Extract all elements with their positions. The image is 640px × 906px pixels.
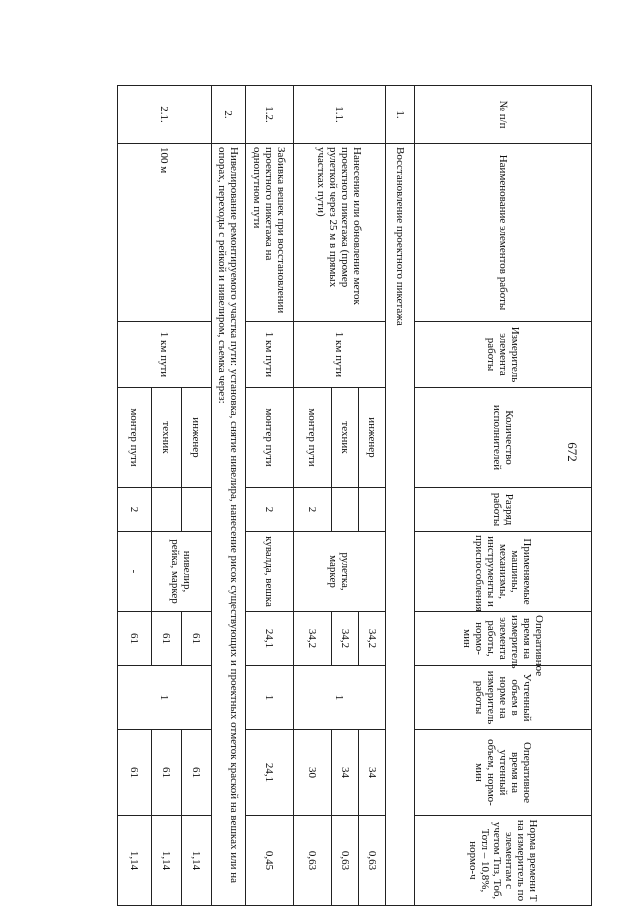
cell-op-time-volume: 34	[332, 730, 359, 816]
cell-name: Нанесение или обновление меток проектного пикетажа (промер рулеткой через 25 м в прямых участках пути)	[294, 144, 386, 322]
cell-grade	[152, 488, 182, 532]
cell-worker: инженер	[359, 388, 386, 488]
header-no: № п/п	[415, 86, 592, 144]
cell-worker: техник	[152, 388, 182, 488]
header-op-time-volume: Оперативное время на учтенный объем, нормо-мин	[415, 730, 592, 816]
cell-no: 1.	[386, 86, 415, 144]
cell-grade	[332, 488, 359, 532]
cell-norm: 0,63	[359, 816, 386, 906]
cell-worker: монтер пути	[246, 388, 294, 488]
cell-name: Забивка вешек при восстановлении проектного пикетажа на однопутном пути	[246, 144, 294, 322]
cell-worker: техник	[332, 388, 359, 488]
cell-grade: 2	[246, 488, 294, 532]
cell-grade: 2	[118, 488, 152, 532]
table-row	[246, 86, 294, 906]
cell-tools: рулетка, маркер	[294, 532, 386, 612]
cell-norm: 0,63	[294, 816, 332, 906]
header-unit: Измеритель элемента работы	[415, 322, 592, 388]
section-title: Восстановление проектного пикетажа	[386, 144, 415, 906]
header-tools: Применяемые машины, механизмы, инструменты и приспособления	[415, 532, 592, 612]
cell-op-time-volume: 24,1	[246, 730, 294, 816]
table-row	[182, 86, 212, 906]
header-grade: Разряд работы	[415, 488, 592, 532]
section-title: Нивелирование ремонтируемого участка пути: установка, снятие нивелира, нанесение рисок существующих и проектных отметок краской на вешках или на опорах, переходы с рейкой и нивелиром, съемка через:	[212, 144, 246, 906]
header-op-time: Оперативное время на измеритель элемента работы, нормо-мин	[415, 612, 592, 666]
cell-op-time-volume: 34	[359, 730, 386, 816]
cell-op-time-volume: 30	[294, 730, 332, 816]
cell-norm: 0,45	[246, 816, 294, 906]
cell-volume: 1	[118, 666, 212, 730]
cell-grade	[182, 488, 212, 532]
cell-op-time: 61	[152, 612, 182, 666]
cell-norm: 1,14	[182, 816, 212, 906]
cell-op-time: 61	[182, 612, 212, 666]
cell-op-time-volume: 61	[118, 730, 152, 816]
header-volume: Учтенный объем в норме на измеритель работы	[415, 666, 592, 730]
header-row	[415, 86, 592, 906]
cell-norm: 1,14	[118, 816, 152, 906]
cell-unit: 1 км пути	[246, 322, 294, 388]
cell-no: 2.1.	[118, 86, 212, 144]
cell-no: 1.1.	[294, 86, 386, 144]
cell-tools: -	[118, 532, 152, 612]
cell-op-time-volume: 61	[152, 730, 182, 816]
page-number: 672	[565, 442, 580, 462]
cell-tools: кувалда, вешка	[246, 532, 294, 612]
norms-table	[117, 85, 592, 906]
rotated-table-wrapper	[82, 85, 592, 905]
cell-norm: 1,14	[152, 816, 182, 906]
cell-grade: 2	[294, 488, 332, 532]
cell-no: 2.	[212, 86, 246, 144]
header-norm: Норма времени Т на измеритель по элементам с учетом Тпз, Тоб, Тотл – 10,8%, нормо-ч	[415, 816, 592, 906]
cell-unit: 1 км пути	[118, 322, 212, 388]
cell-worker: инженер	[182, 388, 212, 488]
cell-op-time: 34,2	[332, 612, 359, 666]
cell-tools: нивелир, рейка, маркер	[152, 532, 212, 612]
cell-volume: 1	[294, 666, 386, 730]
section-2-row	[212, 86, 246, 906]
cell-norm: 0,63	[332, 816, 359, 906]
header-workers: Количество исполнителей	[415, 388, 592, 488]
cell-op-time: 34,2	[294, 612, 332, 666]
cell-op-time: 61	[118, 612, 152, 666]
cell-op-time: 34,2	[359, 612, 386, 666]
section-1-row	[386, 86, 415, 906]
cell-op-time-volume: 61	[182, 730, 212, 816]
cell-volume: 1	[246, 666, 294, 730]
cell-no: 1.2.	[246, 86, 294, 144]
cell-unit: 1 км пути	[294, 322, 386, 388]
cell-grade	[359, 488, 386, 532]
cell-worker: монтер пути	[294, 388, 332, 488]
table-row	[359, 86, 386, 906]
header-name: Наименование элементов работы	[415, 144, 592, 322]
cell-op-time: 24,1	[246, 612, 294, 666]
cell-name: 100 м	[118, 144, 212, 322]
cell-worker: монтер пути	[118, 388, 152, 488]
